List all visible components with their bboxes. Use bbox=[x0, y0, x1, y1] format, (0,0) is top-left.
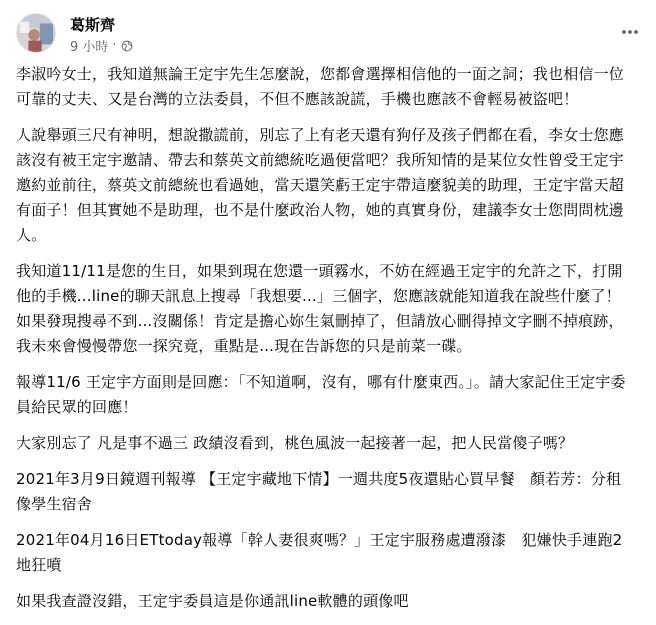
post-timestamp[interactable]: 9 小時 bbox=[70, 40, 109, 55]
post-paragraph: 李淑吟女士，我知道無論王定宇先生怎麼說，您都會選擇相信他的一面之詞；我也相信一位可靠的丈夫、又是台灣的立法委員，不但不應該說謊，手機也應該不會輕易被盜吧！ bbox=[16, 65, 625, 108]
post-meta bbox=[70, 36, 133, 55]
more-options-icon bbox=[620, 22, 640, 42]
post-paragraph: 大家別忘了 凡是事不過三 政績沒看到，桃色風波一起接著一起，把人民當傻子嗎？ bbox=[16, 434, 574, 452]
avatar[interactable] bbox=[16, 13, 56, 53]
post-header bbox=[16, 12, 640, 58]
meta-separator: · bbox=[112, 38, 117, 53]
post-body bbox=[16, 62, 636, 625]
post-paragraph: 我知道11/11是您的生日，如果到現在您還一頭霧水，不妨在經過王定宇的允許之下，打開他的手機...line的聊天訊息上搜尋「我想要...」三個字，您應該就能知道我在說些什麼了！如果發現搜尋不到...沒關係！肯定是擔心妳生氣刪掉了，但請放心刪得掉文字刪不掉痕跡，我未來會慢慢帶您一探究竟，重點是...現在告訴您的只是前菜一碟。 bbox=[16, 262, 624, 355]
post-paragraph: 人說舉頭三尺有神明，想說撒謊前，別忘了上有老天還有狗仔及孩子們都在看，李女士您應該沒有被王定宇邀請、帶去和蔡英文前總統吃過便當吧？我所知情的是某位女性曾受王定宇邀約並前往，蔡英文前總統也看過她，當天還笑虧王定宇帶這麼貌美的助理，王定宇當天超有面子！但其實她不是助理，也不是什麼政治人物，她的真實身份，建議李女士您問問枕邊人。 bbox=[16, 126, 625, 244]
post-paragraph: 如果我查證沒錯，王定宇委員這是你通訊line軟體的頭像吧 bbox=[16, 592, 409, 610]
author-name[interactable]: 葛斯齊 bbox=[70, 16, 116, 34]
post-paragraph: 報導11/6 王定宇方面則是回應：「不知道啊，沒有，哪有什麼東西。」。請大家記住王定宇委員給民眾的回應！ bbox=[16, 373, 626, 416]
avatar-image bbox=[17, 14, 55, 52]
more-options-button[interactable] bbox=[614, 16, 646, 48]
globe-icon[interactable] bbox=[121, 40, 133, 52]
post-paragraph: 2021年3月9日鏡週刊報導 【王定宇藏地下情】一週共度5夜還貼心買早餐 顏若芳：分租像學生宿舍 bbox=[16, 470, 622, 513]
post-paragraph: 2021年04月16日ETtoday報導「幹人妻很爽嗎？」王定宇服務處遭潑漆 犯嫌快手連跑2地狂噴 bbox=[16, 531, 623, 574]
